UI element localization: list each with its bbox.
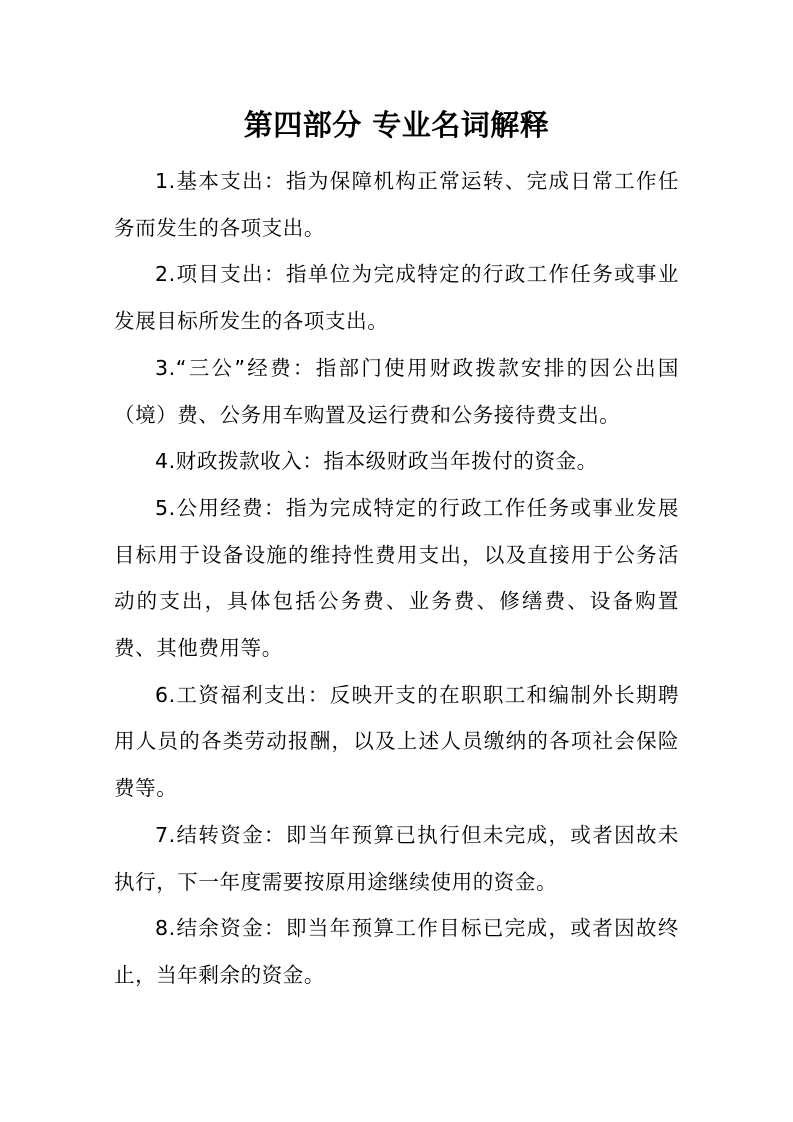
page-title: 第四部分 专业名词解释: [243, 108, 550, 142]
glossary-item-7: [114, 812, 679, 905]
glossary-item-2: [114, 251, 679, 344]
glossary-definition: 指本级财政当年拨付的资金。: [323, 449, 598, 474]
glossary-term: 3.“三公”经费：: [155, 355, 316, 380]
glossary-definition: 指部门使用财政拨款安排的因公出国（境）费、公务用车购置及运行费和公务接待费支出。: [114, 355, 679, 427]
glossary-definition: 即当年预算已执行但未完成，或者因故未执行，下一年度需要按原用途继续使用的资金。: [114, 822, 679, 894]
glossary-definition: 指单位为完成特定的行政工作任务或事业发展目标所发生的各项支出。: [114, 262, 679, 334]
glossary-item-8: [114, 905, 679, 998]
glossary-item-6: [114, 672, 679, 812]
glossary-definition: 即当年预算工作目标已完成，或者因故终止，当年剩余的资金。: [114, 916, 679, 987]
glossary-term: 6.工资福利支出：: [155, 682, 330, 707]
glossary-item-5: [114, 485, 679, 672]
glossary-item-1: [114, 158, 679, 251]
glossary-list: [114, 158, 679, 999]
glossary-definition: 反映开支的在职职工和编制外长期聘用人员的各类劳动报酬，以及上述人员缴纳的各项社会保险费等。: [114, 682, 679, 801]
glossary-item-4: [114, 438, 679, 485]
glossary-definition: 指为完成特定的行政工作任务或事业发展目标用于设备设施的维持性费用支出，以及直接用于公务活动的支出，具体包括公务费、业务费、修缮费、设备购置费、其他费用等。: [114, 495, 679, 661]
glossary-term: 2.项目支出：: [155, 262, 286, 287]
glossary-term: 8.结余资金：: [155, 916, 286, 941]
glossary-term: 7.结转资金：: [155, 822, 286, 847]
glossary-definition: 指为保障机构正常运转、完成日常工作任务而发生的各项支出。: [114, 169, 679, 240]
glossary-term: 4.财政拨款收入：: [155, 449, 324, 474]
glossary-term: 5.公用经费：: [155, 495, 286, 520]
glossary-item-3: [114, 345, 679, 438]
glossary-term: 1.基本支出：: [155, 169, 286, 193]
